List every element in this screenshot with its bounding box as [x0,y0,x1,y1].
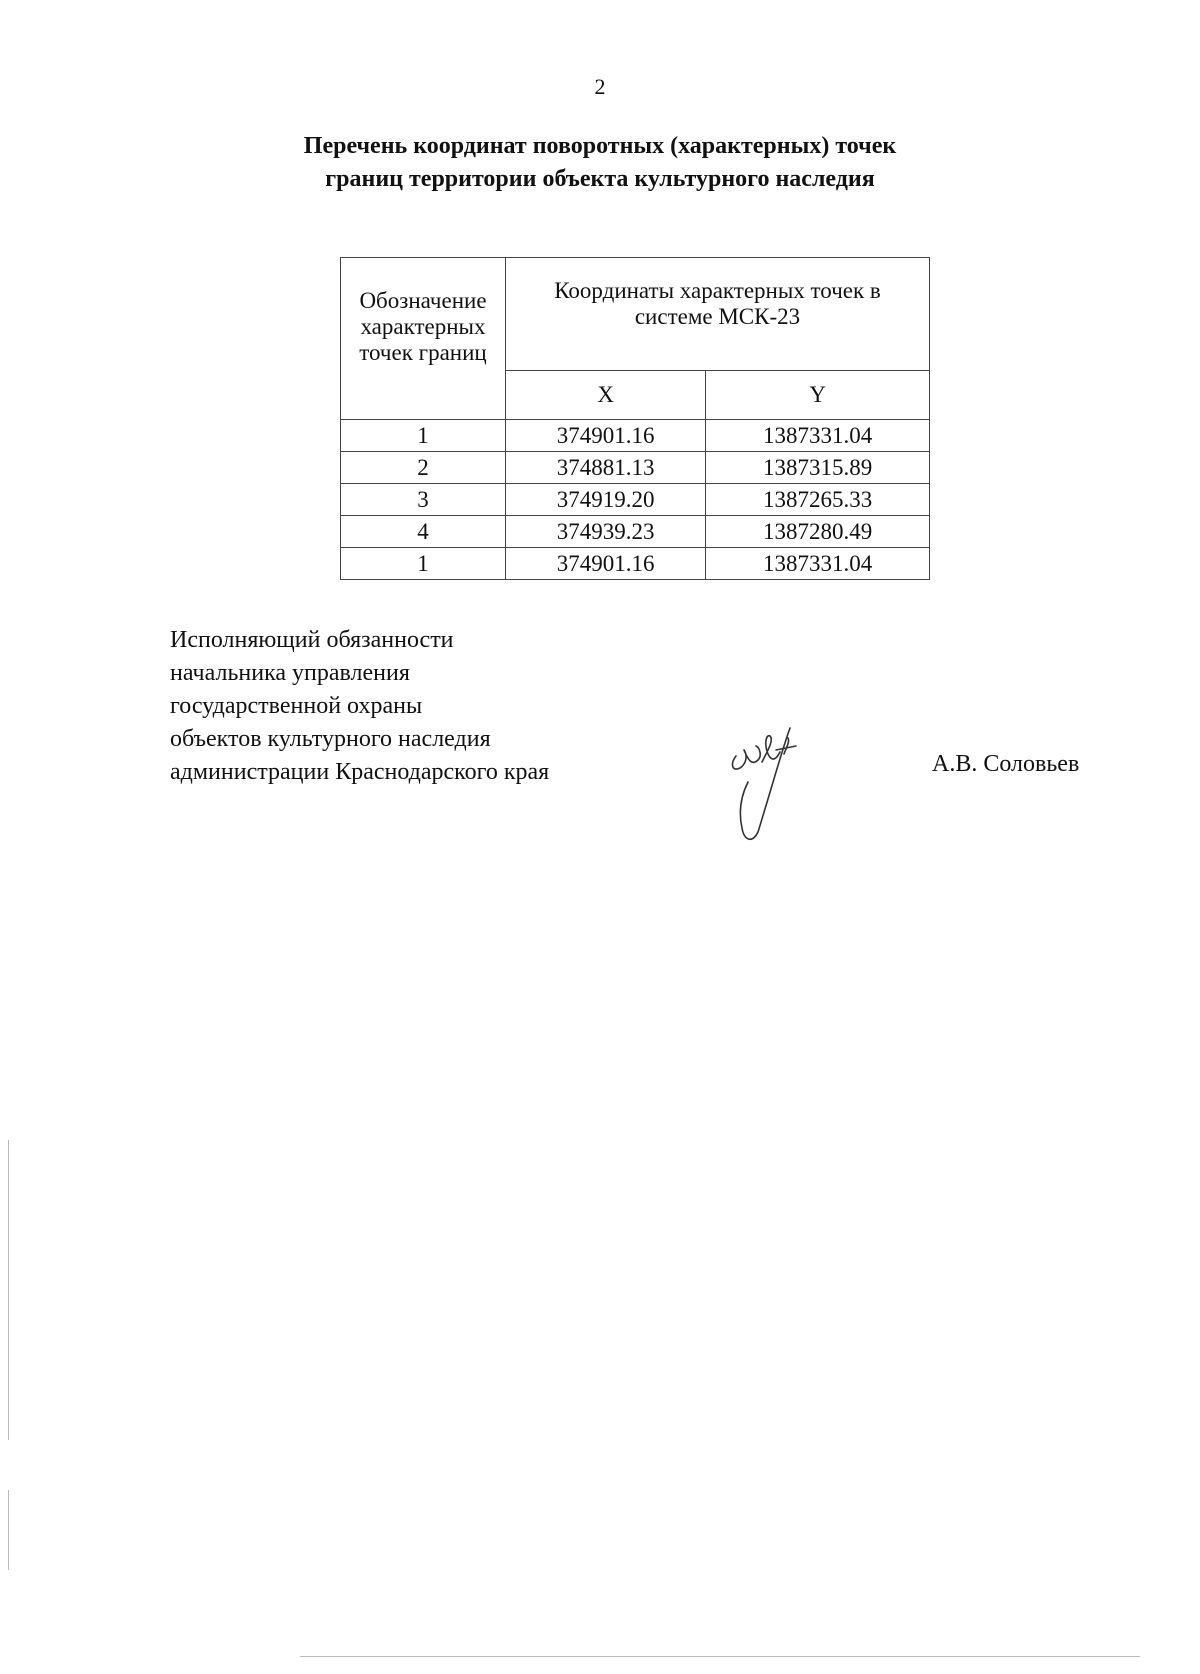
point-cell: 1 [341,548,506,580]
title-line-1: Перечень координат поворотных (характерных) точек [303,133,897,159]
signer-position [170,624,549,789]
point-label-header-line-2: характерных [360,314,486,339]
table-row [341,452,930,484]
point-cell: 3 [341,484,506,516]
point-label-header [341,258,506,420]
coordinates-header [506,258,930,371]
point-label-header-line-1: Обозначение [359,288,487,313]
x-cell: 374901.16 [506,548,706,580]
handwritten-signature [718,720,808,855]
y-header: Y [706,371,930,420]
x-cell: 374881.13 [506,452,706,484]
point-cell: 1 [341,420,506,452]
table-row [341,516,930,548]
signer-position-line-2: начальника управления [170,660,410,686]
table-row [341,420,930,452]
scan-artifact-line [8,1140,9,1440]
coordinates-table [340,257,930,580]
y-cell: 1387265.33 [706,484,930,516]
point-cell: 4 [341,516,506,548]
x-header: X [506,371,706,420]
table-row [341,484,930,516]
point-label-header-line-3: точек границ [359,340,487,365]
y-cell: 1387331.04 [706,420,930,452]
coordinates-header-line-2: системе МСК-23 [634,304,801,329]
signer-position-line-5: администрации Краснодарского края [170,759,550,785]
y-cell: 1387315.89 [706,452,930,484]
point-cell: 2 [341,452,506,484]
scan-artifact-line [300,1656,1140,1657]
x-cell: 374901.16 [506,420,706,452]
page-number: 2 [594,74,606,99]
document-title [0,130,1200,196]
signer-position-line-1: Исполняющий обязанности [170,627,454,653]
y-cell: 1387280.49 [706,516,930,548]
x-cell: 374939.23 [506,516,706,548]
title-line-2: границ территории объекта культурного наследия [325,166,875,192]
scan-artifact-line [8,1490,9,1570]
table-row [341,548,930,580]
y-cell: 1387331.04 [706,548,930,580]
x-cell: 374919.20 [506,484,706,516]
signer-name: А.В. Соловьев [932,751,1080,777]
signer-position-line-4: объектов культурного наследия [170,726,491,752]
coordinates-header-line-1: Координаты характерных точек в [554,278,881,303]
signer-position-line-3: государственной охраны [170,693,423,719]
